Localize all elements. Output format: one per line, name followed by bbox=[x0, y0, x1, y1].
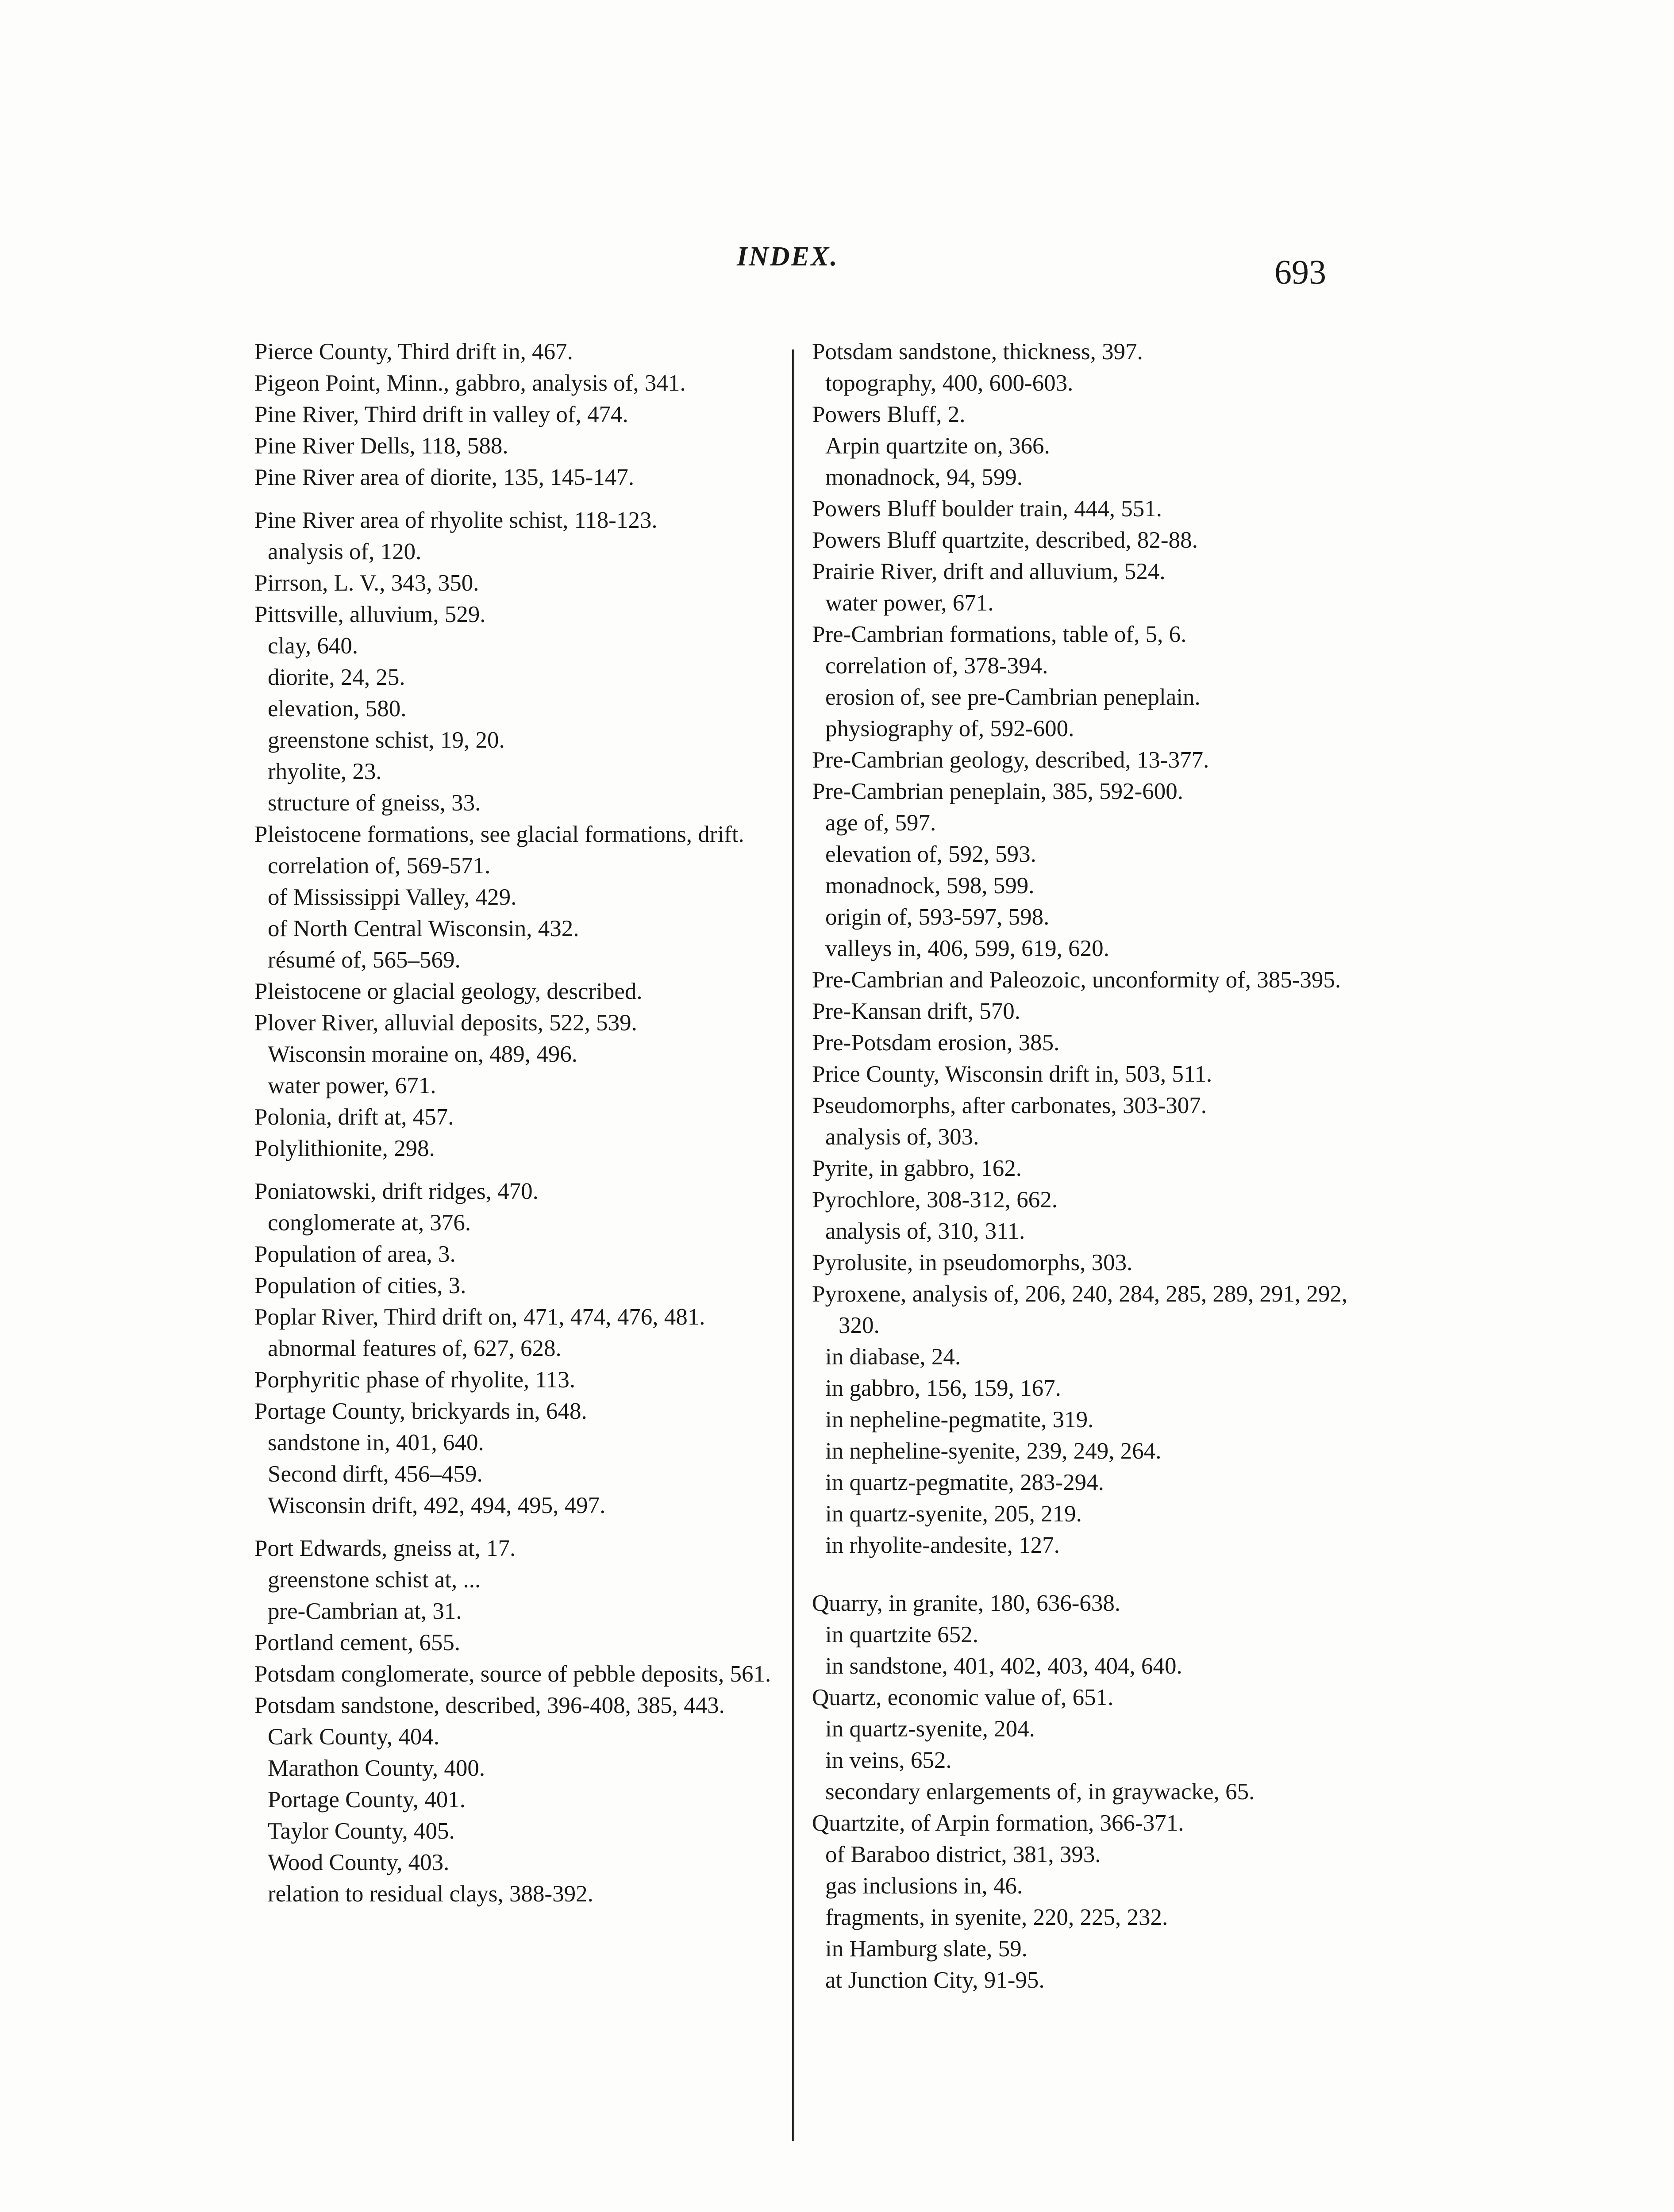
index-subentry: clay, 640. bbox=[268, 633, 358, 659]
page-number: 693 bbox=[1274, 253, 1326, 291]
index-subentry: Wood County, 403. bbox=[268, 1850, 450, 1875]
index-subentry: secondary enlargements of, in graywacke, 65. bbox=[825, 1779, 1255, 1805]
index-entry: Pyrolusite, in pseudomorphs, 303. bbox=[812, 1250, 1133, 1275]
index-subentry: analysis of, 310, 311. bbox=[825, 1218, 1025, 1244]
index-entry: Pre-Potsdam erosion, 385. bbox=[812, 1030, 1060, 1056]
index-subentry: relation to residual clays, 388-392. bbox=[268, 1881, 593, 1907]
index-entry: Potsdam conglomerate, source of pebble deposits, 561. bbox=[254, 1661, 771, 1687]
index-entry: Potsdam sandstone, thickness, 397. bbox=[812, 339, 1143, 365]
running-head: INDEX. bbox=[737, 242, 839, 272]
index-entry: Plover River, alluvial deposits, 522, 539. bbox=[254, 1010, 637, 1036]
index-subentry: water power, 671. bbox=[268, 1073, 436, 1098]
index-subentry: elevation of, 592, 593. bbox=[825, 841, 1036, 867]
index-entry: Port Edwards, gneiss at, 17. bbox=[254, 1536, 516, 1561]
index-subentry: structure of gneiss, 33. bbox=[268, 790, 481, 816]
index-subentry: pre-Cambrian at, 31. bbox=[268, 1598, 462, 1624]
index-entry: Pyrite, in gabbro, 162. bbox=[812, 1156, 1022, 1181]
index-subentry: Second dirft, 456–459. bbox=[268, 1461, 483, 1487]
index-subentry: analysis of, 120. bbox=[268, 539, 422, 565]
index-subentry: origin of, 593-597, 598. bbox=[825, 904, 1050, 930]
index-subentry: greenstone schist at, ... bbox=[268, 1567, 481, 1593]
index-subentry: greenstone schist, 19, 20. bbox=[268, 727, 505, 753]
index-subentry: Marathon County, 400. bbox=[268, 1755, 485, 1781]
index-entry: Pre-Cambrian formations, table of, 5, 6. bbox=[812, 622, 1187, 647]
index-subentry: correlation of, 378-394. bbox=[825, 653, 1048, 679]
index-entry: Pleistocene or glacial geology, described. bbox=[254, 979, 643, 1004]
index-subentry: analysis of, 303. bbox=[825, 1124, 979, 1150]
index-entry: Porphyritic phase of rhyolite, 113. bbox=[254, 1367, 576, 1393]
index-subentry: at Junction City, 91-95. bbox=[825, 1967, 1045, 1993]
index-subentry: erosion of, see pre-Cambrian peneplain. bbox=[825, 684, 1201, 710]
index-subentry: résumé of, 565–569. bbox=[268, 947, 461, 973]
index-entry: Powers Bluff, 2. bbox=[812, 402, 966, 427]
index-subentry: in quartzite 652. bbox=[825, 1622, 978, 1647]
index-entry: Pine River, Third drift in valley of, 474. bbox=[254, 402, 628, 427]
index-entry: Pre-Cambrian geology, described, 13-377. bbox=[812, 747, 1209, 773]
index-entry: Pittsville, alluvium, 529. bbox=[254, 602, 486, 627]
column-divider bbox=[792, 349, 794, 2141]
index-entry: Portage County, brickyards in, 648. bbox=[254, 1398, 587, 1424]
index-subentry: monadnock, 598, 599. bbox=[825, 873, 1035, 899]
index-entry: Pine River Dells, 118, 588. bbox=[254, 433, 508, 459]
index-subentry: in quartz-syenite, 205, 219. bbox=[825, 1501, 1082, 1527]
index-entry: Quarry, in granite, 180, 636-638. bbox=[812, 1590, 1121, 1616]
index-entry: Pre-Cambrian peneplain, 385, 592-600. bbox=[812, 779, 1183, 804]
index-subentry: gas inclusions in, 46. bbox=[825, 1873, 1023, 1899]
index-entry: Polylithionite, 298. bbox=[254, 1136, 435, 1161]
index-subentry: diorite, 24, 25. bbox=[268, 664, 405, 690]
index-subentry: in quartz-pegmatite, 283-294. bbox=[825, 1470, 1104, 1495]
index-entry: Polonia, drift at, 457. bbox=[254, 1104, 454, 1130]
index-subentry: of Baraboo district, 381, 393. bbox=[825, 1842, 1101, 1867]
index-subentry: valleys in, 406, 599, 619, 620. bbox=[825, 936, 1109, 961]
index-entry: Pyrochlore, 308-312, 662. bbox=[812, 1187, 1058, 1213]
index-subentry: Cark County, 404. bbox=[268, 1724, 440, 1750]
index-subentry: Taylor County, 405. bbox=[268, 1818, 455, 1844]
index-subentry: rhyolite, 23. bbox=[268, 759, 382, 784]
index-entry: Pine River area of rhyolite schist, 118-123. bbox=[254, 507, 658, 533]
index-subentry: physiography of, 592-600. bbox=[825, 716, 1074, 741]
index-entry: Pleistocene formations, see glacial formations, drift. bbox=[254, 822, 744, 847]
index-entry: Pre-Kansan drift, 570. bbox=[812, 998, 1020, 1024]
index-subentry: age of, 597. bbox=[825, 810, 936, 836]
index-subentry: topography, 400, 600-603. bbox=[825, 370, 1074, 396]
index-subentry: in Hamburg slate, 59. bbox=[825, 1936, 1027, 1962]
index-entry: Pigeon Point, Minn., gabbro, analysis of, 341. bbox=[254, 370, 686, 396]
index-subentry: Arpin quartzite on, 366. bbox=[825, 433, 1050, 459]
index-subentry: abnormal features of, 627, 628. bbox=[268, 1336, 562, 1361]
index-subentry: of North Central Wisconsin, 432. bbox=[268, 916, 579, 941]
index-subentry: in nepheline-pegmatite, 319. bbox=[825, 1407, 1094, 1432]
index-subentry: Wisconsin drift, 492, 494, 495, 497. bbox=[268, 1493, 606, 1518]
index-subentry: of Mississippi Valley, 429. bbox=[268, 884, 517, 910]
index-entry: Poplar River, Third drift on, 471, 474, 476, 481. bbox=[254, 1304, 705, 1330]
index-entry: Pirrson, L. V., 343, 350. bbox=[254, 570, 479, 596]
index-entry: Potsdam sandstone, described, 396-408, 385, 443. bbox=[254, 1693, 725, 1718]
index-entry: Pierce County, Third drift in, 467. bbox=[254, 339, 573, 365]
index-entry: Portland cement, 655. bbox=[254, 1630, 461, 1655]
index-entry: Pre-Cambrian and Paleozoic, unconformity of, 385-395. bbox=[812, 967, 1341, 993]
index-entry: Pyroxene, analysis of, 206, 240, 284, 285, 289, 291, 292, 320. bbox=[812, 1281, 1348, 1338]
index-subentry: in nepheline-syenite, 239, 249, 264. bbox=[825, 1438, 1162, 1464]
index-subentry: water power, 671. bbox=[825, 590, 994, 616]
index-entry: Quartz, economic value of, 651. bbox=[812, 1685, 1114, 1710]
index-column-left bbox=[254, 336, 799, 1910]
index-subentry: in diabase, 24. bbox=[825, 1344, 961, 1370]
index-entry: Powers Bluff quartzite, described, 82-88. bbox=[812, 527, 1198, 553]
index-subentry: monadnock, 94, 599. bbox=[825, 465, 1023, 490]
index-subentry: in gabbro, 156, 159, 167. bbox=[825, 1375, 1061, 1401]
index-subentry: conglomerate at, 376. bbox=[268, 1210, 471, 1236]
index-entry: Pseudomorphs, after carbonates, 303-307. bbox=[812, 1093, 1207, 1118]
index-subentry: in rhyolite-andesite, 127. bbox=[825, 1532, 1060, 1558]
index-subentry: in sandstone, 401, 402, 403, 404, 640. bbox=[825, 1653, 1182, 1679]
index-subentry: Portage County, 401. bbox=[268, 1787, 466, 1813]
index-entry: Price County, Wisconsin drift in, 503, 511. bbox=[812, 1061, 1212, 1087]
index-subentry: in veins, 652. bbox=[825, 1747, 952, 1773]
index-subentry: elevation, 580. bbox=[268, 696, 407, 722]
index-subentry: Wisconsin moraine on, 489, 496. bbox=[268, 1041, 578, 1067]
index-entry: Powers Bluff boulder train, 444, 551. bbox=[812, 496, 1162, 522]
index-entry: Poniatowski, drift ridges, 470. bbox=[254, 1179, 539, 1204]
index-entry: Prairie River, drift and alluvium, 524. bbox=[812, 559, 1166, 584]
index-entry: Population of cities, 3. bbox=[254, 1273, 466, 1298]
index-entry: Quartzite, of Arpin formation, 366-371. bbox=[812, 1810, 1184, 1836]
index-subentry: in quartz-syenite, 204. bbox=[825, 1716, 1035, 1742]
index-entry: Population of area, 3. bbox=[254, 1241, 456, 1267]
index-subentry: sandstone in, 401, 640. bbox=[268, 1430, 484, 1455]
index-column-right bbox=[812, 336, 1356, 1996]
index-subentry: fragments, in syenite, 220, 225, 232. bbox=[825, 1905, 1168, 1930]
index-subentry: correlation of, 569-571. bbox=[268, 853, 491, 879]
index-entry: Pine River area of diorite, 135, 145-147. bbox=[254, 465, 635, 490]
